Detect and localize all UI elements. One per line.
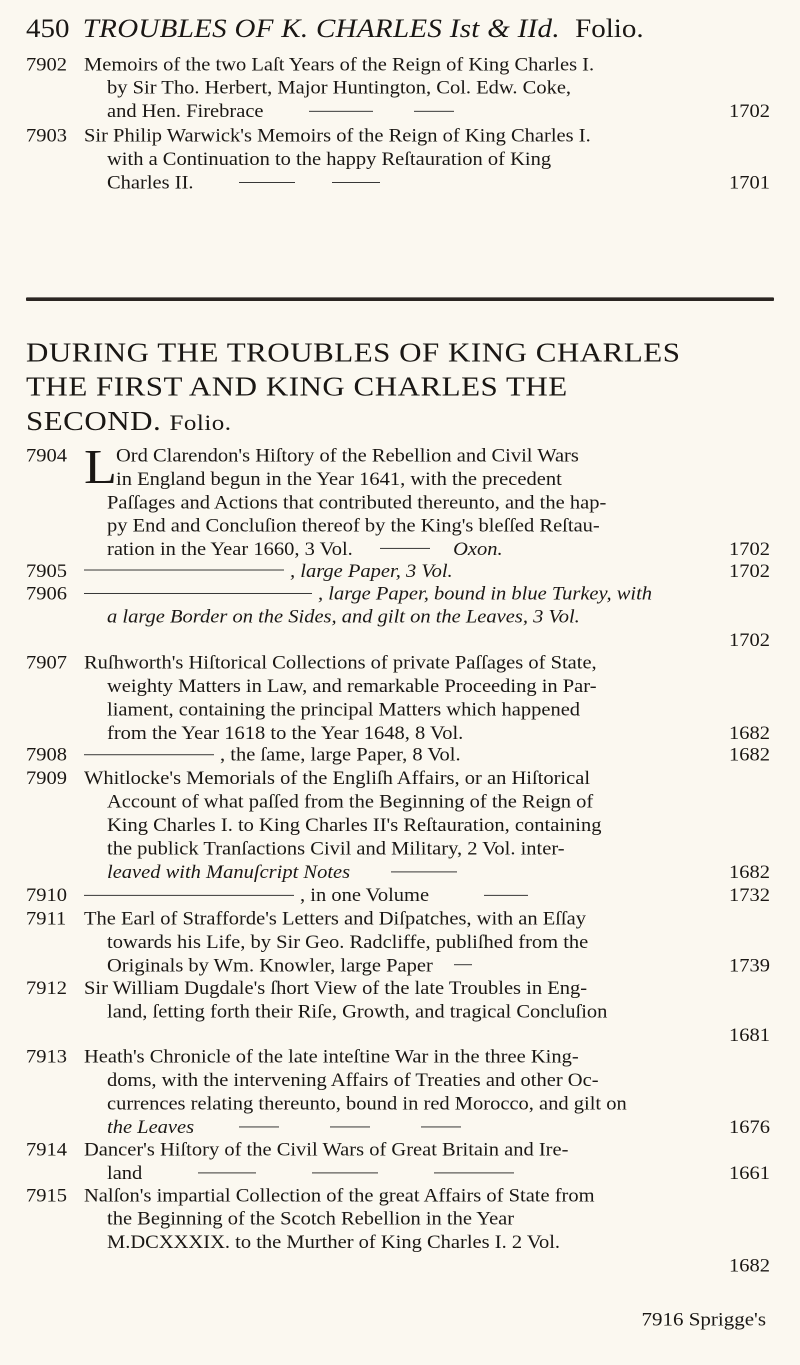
entry-number: 7902 xyxy=(26,55,67,75)
entry-text: Ord Clarendon's Hiſtory of the Rebellion and Civil Wars xyxy=(116,445,579,466)
entry-text: King Charles I. to King Charles II's Reſtauration, containing xyxy=(107,815,602,836)
dash-rule xyxy=(454,965,472,966)
entry-year: 1682 xyxy=(729,862,770,883)
entry-text: The Earl of Strafforde's Letters and Diſpatches, with an Eſſay xyxy=(84,909,586,929)
dash-rule xyxy=(84,755,214,756)
entry-year: 1702 xyxy=(729,561,770,581)
entry-number: 7915 xyxy=(26,1185,67,1206)
entry-text: with a Continuation to the happy Reſtauration of King xyxy=(107,149,552,170)
dash-rule xyxy=(484,895,528,896)
dash-rule xyxy=(434,1172,514,1173)
entry-text: towards his Life, by Sir Geo. Radcliffe, publiſhed from the xyxy=(107,932,589,953)
horizontal-rule xyxy=(26,297,774,301)
running-format: Folio. xyxy=(575,14,644,44)
entry-text: , the ſame, large Paper, 8 Vol. xyxy=(220,745,461,766)
dash-rule xyxy=(332,182,380,183)
entry-year: 1682 xyxy=(729,1256,770,1277)
running-head xyxy=(26,13,766,45)
entry-number: 7906 xyxy=(26,584,67,604)
dash-rule xyxy=(330,1127,370,1128)
entry-text: Originals by Wm. Knowler, large Paper xyxy=(107,955,433,976)
entry-number: 7911 xyxy=(26,909,67,929)
entry-year: 1702 xyxy=(729,101,770,122)
entry-number: 7913 xyxy=(26,1047,67,1068)
entry-text: Nalſon's impartial Collection of the great Affairs of State from xyxy=(84,1185,595,1206)
entry-year: 1702 xyxy=(729,539,770,560)
dash-rule xyxy=(312,1172,378,1173)
entry-year: 1682 xyxy=(729,745,770,766)
entry-number: 7909 xyxy=(26,768,67,789)
section-heading xyxy=(26,335,766,440)
entry-place: Oxon. xyxy=(453,539,503,560)
dash-rule xyxy=(84,895,294,896)
entry-number: 7910 xyxy=(26,885,67,906)
entry-text: the Leaves xyxy=(107,1117,195,1138)
entry-year: 1739 xyxy=(729,955,770,976)
section-heading-line: THE FIRST AND KING CHARLES THE xyxy=(26,370,568,402)
dash-rule xyxy=(239,1127,279,1128)
entry-text: leaved with Manuſcript Notes xyxy=(107,862,351,883)
dash-rule xyxy=(421,1127,461,1128)
entry-text: M.DCXXXIX. to the Murther of King Charles I. 2 Vol. xyxy=(107,1232,561,1253)
entry-text: the publick Tranſactions Civil and Military, 2 Vol. inter- xyxy=(107,839,565,859)
dash-rule xyxy=(414,111,454,112)
entry-year: 1681 xyxy=(729,1025,770,1045)
dash-rule xyxy=(391,871,457,872)
drop-cap: L xyxy=(84,439,117,494)
entry-text: the Beginning of the Scotch Rebellion in the Year xyxy=(107,1209,515,1230)
entry-text: Sir William Dugdale's ſhort View of the late Troubles in Eng- xyxy=(84,978,588,999)
running-title: TROUBLES OF K. CHARLES Ist & IId. xyxy=(82,14,560,44)
entry-text: Ruſhworth's Hiſtorical Collections of private Paſſages of State, xyxy=(84,653,597,674)
section-heading-line: SECOND. xyxy=(26,404,162,437)
entry-text: Whitlocke's Memorials of the Engliſh Affairs, or an Hiſtorical xyxy=(84,768,591,789)
entry-year: 1732 xyxy=(729,885,770,906)
dash-rule xyxy=(380,548,430,549)
entry-text: ration in the Year 1660, 3 Vol. xyxy=(107,539,353,560)
entry-text: Heath's Chronicle of the late inteſtine War in the three King- xyxy=(84,1047,579,1068)
entry-text: a large Border on the Sides, and gilt on the Leaves, 3 Vol. xyxy=(107,607,580,628)
entry-text: currences relating thereunto, bound in red Morocco, and gilt on xyxy=(107,1094,627,1115)
entry-text: from the Year 1618 to the Year 1648, 8 Vol. xyxy=(107,723,464,744)
section-format: Folio. xyxy=(169,410,232,436)
dash-rule xyxy=(309,111,373,112)
entry-number: 7905 xyxy=(26,561,67,581)
entry-text: land, ſetting forth their Riſe, Growth, and tragical Concluſion xyxy=(107,1001,608,1022)
section-heading-line: DURING THE TROUBLES OF KING CHARLES xyxy=(26,336,681,368)
entry-text: Charles II. xyxy=(107,172,194,193)
entry-text: , in one Volume xyxy=(300,885,430,906)
entry-text: , large Paper, 3 Vol. xyxy=(290,561,453,581)
entry-text: and Hen. Firebrace xyxy=(107,101,264,122)
entry-year: 1682 xyxy=(729,723,770,744)
entry-number: 7912 xyxy=(26,978,67,999)
entry-number: 7908 xyxy=(26,745,67,766)
dash-rule xyxy=(84,593,312,594)
page-number: 450 xyxy=(26,14,70,44)
dash-rule xyxy=(198,1172,256,1173)
entry-text: Account of what paſſed from the Beginning of the Reign of xyxy=(107,792,594,813)
entry-text: weighty Matters in Law, and remarkable Proceeding in Par- xyxy=(107,676,597,697)
entry-text: Memoirs of the two Laſt Years of the Reign of King Charles I. xyxy=(84,55,595,75)
entry-text: liament, containing the principal Matters which happened xyxy=(107,700,581,721)
entry-number: 7907 xyxy=(26,653,67,674)
entry-text: Sir Philip Warwick's Memoirs of the Reign of King Charles I. xyxy=(84,126,591,146)
entry-year: 1702 xyxy=(729,630,770,651)
entry-text: Dancer's Hiſtory of the Civil Wars of Great Britain and Ire- xyxy=(84,1139,569,1160)
entry-number: 7904 xyxy=(26,445,67,466)
dash-rule xyxy=(84,570,284,571)
catchword: 7916 Sprigge's xyxy=(641,1308,766,1331)
dash-rule xyxy=(239,182,295,183)
entry-text: land xyxy=(107,1163,143,1184)
entry-year: 1676 xyxy=(729,1117,770,1138)
entry-text: by Sir Tho. Herbert, Major Huntington, Col. Edw. Coke, xyxy=(107,78,572,99)
entry-text: Paſſages and Actions that contributed thereunto, and the hap- xyxy=(107,492,607,513)
entry-text: doms, with the intervening Affairs of Treaties and other Oc- xyxy=(107,1070,599,1091)
entry-year: 1661 xyxy=(729,1163,770,1184)
entry-text: in England begun in the Year 1641, with the precedent xyxy=(116,469,562,489)
entry-text: py End and Concluſion thereof by the King's bleſſed Reſtau- xyxy=(107,515,600,536)
entry-number: 7903 xyxy=(26,126,67,146)
entry-number: 7914 xyxy=(26,1139,67,1160)
entry-year: 1701 xyxy=(729,172,770,193)
entry-text: , large Paper, bound in blue Turkey, with xyxy=(318,584,653,604)
